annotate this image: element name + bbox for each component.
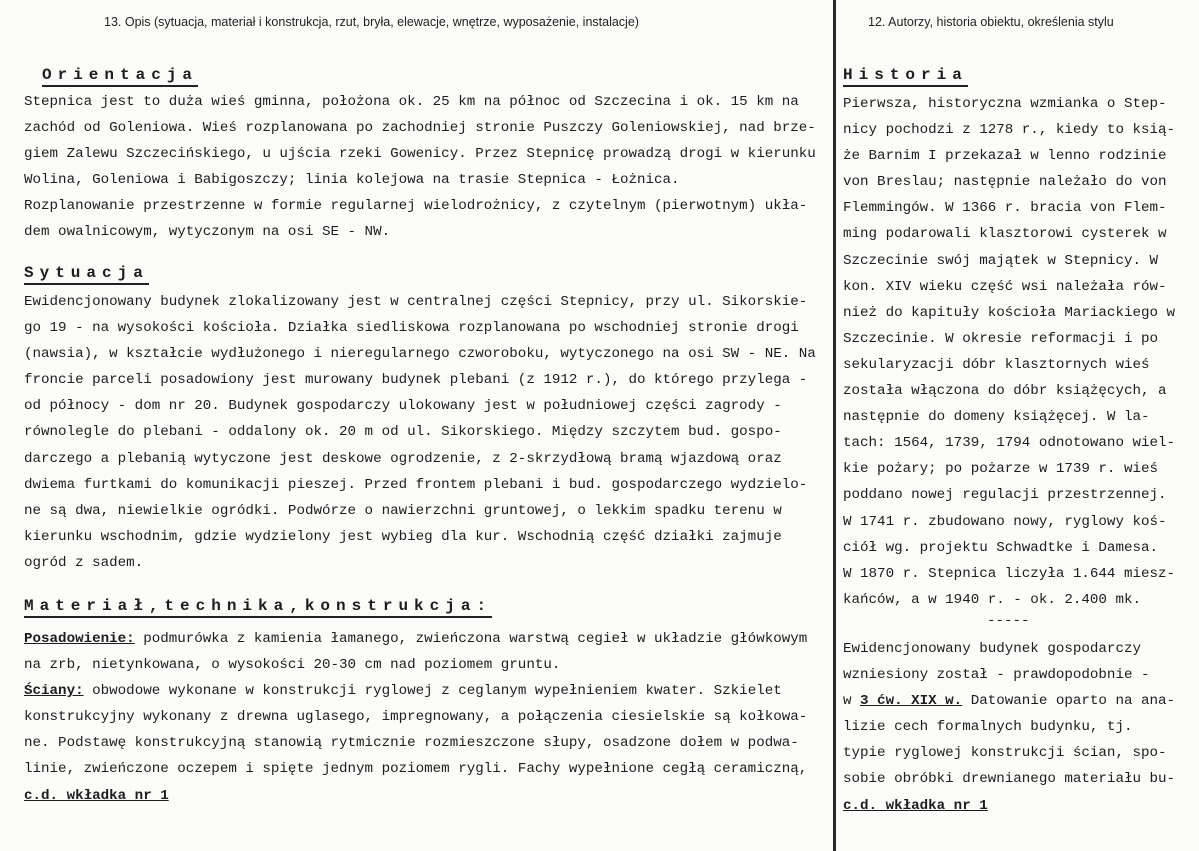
text-line: nież do kapituły kościoła Mariackiego w [843, 304, 1176, 321]
left-column-header: 13. Opis (sytuacja, materiał i konstrukcja, rzut, bryła, elewacje, wnętrze, wyposażenie, instalacje) [104, 15, 639, 29]
text-line [24, 783, 807, 809]
heading-sytuacja: Sytuacja [24, 264, 149, 285]
text-line: linie, zwieńczone oczepem i spięte jednym poziomem rygli. Fachy wypełnione cegłą ceramiczną, [24, 761, 808, 778]
text-line: darczego a plebanią wytyczone jest deskowe ogrodzenie, z 2-skrzydłową bramą wjazdową oraz [24, 450, 782, 467]
text-line: Stepnica jest to duża wieś gminna, położona ok. 25 km na północ od Szczecina i ok. 15 km na [24, 94, 799, 110]
heading-historia: Historia [843, 66, 968, 87]
text-line: wzniesiony został - prawdopodobnie - [843, 667, 1150, 684]
text-line: lizie cech formalnych budynku, tj. [843, 719, 1133, 736]
text-line: sekularyzacji dóbr klasztornych wieś [843, 356, 1150, 373]
sytuacja-text [24, 289, 816, 576]
text-line: Rozplanowanie przestrzenne w formie regularnej wielodrożnicy, z czytelnym (pierwotnym) ukła- [24, 198, 808, 215]
heading-orientacja: Orientacja [42, 66, 198, 87]
text-line: zachód od Goleniowa. Wieś rozplanowana po zachodniej stronie Puszczy Goleniowskiej, nad brze- [24, 120, 816, 137]
text-line: Ewidencjonowany budynek zlokalizowany jest w centralnej części Stepnicy, przy ul. Sikorskie- [24, 294, 808, 310]
text-line: W 1870 r. Stepnica liczyła 1.644 miesz- [843, 565, 1176, 582]
text-line: Ewidencjonowany budynek gospodarczy [843, 641, 1141, 657]
historia-text [843, 91, 1175, 613]
continuation-note: c.d. wkładka nr 1 [24, 787, 169, 804]
text-line: W 1741 r. zbudowano nowy, ryglowy koś- [843, 513, 1167, 530]
text-line: ciół wg. projektu Schwadtke i Damesa. [843, 539, 1159, 556]
text-line: została włączona do dóbr książęcych, a [843, 383, 1167, 400]
text-line: von Breslau; następnie należało do von [843, 174, 1167, 191]
text-line: giem Zalewu Szczecińskiego, u ujścia rzeki Gowenicy. Przez Stepnicę prowadzą drogi w kierunku [24, 146, 816, 163]
text-line: kańców, a w 1940 r. - ok. 2.400 mk. [843, 591, 1141, 608]
text-line [24, 626, 807, 652]
text-line: Pierwsza, historyczna wzmianka o Step- [843, 96, 1167, 112]
sciany-label: Ściany: [24, 683, 84, 700]
text-line [843, 688, 1175, 714]
text-line: dem owalnicowym, wytyczonym na osi SE - NW. [24, 224, 391, 241]
text-line: na zrb, nietynkowana, o wysokości 20-30 cm nad poziomem gruntu. [24, 657, 561, 674]
text-line: ming podarowali klasztorowi cysterek w [843, 226, 1167, 243]
text-line: dwiema furtkami do komunikacji pieszej. Przed frontem plebani i bud. gospodarczego wydzielo- [24, 476, 808, 493]
text-line: ogród z sadem. [24, 554, 144, 571]
text-line: go 19 - na wysokości kościoła. Działka siedliskowa rozplanowana po wschodniej stronie drogi [24, 320, 799, 337]
text-line: Wolina, Goleniowa i Babigoszczy; linia kolejowa na trasie Stepnica - Łożnica. [24, 172, 680, 189]
text-segment: podmurówka z kamienia łamanego, zwieńczona warstwą cegieł w układzie główkowym [134, 631, 808, 647]
posadowienie-label: Posadowienie: [24, 631, 135, 647]
heading-material: Materiał,technika,konstrukcja: [24, 597, 492, 618]
text-line: typie ryglowej konstrukcji ścian, spo- [843, 745, 1167, 762]
dating-period: 3 ćw. XIX w. [860, 693, 963, 710]
text-line: kie pożary; po pożarze w 1739 r. wieś [843, 461, 1159, 478]
text-line [24, 678, 807, 704]
text-line: kon. XIV wieku część wsi należała rów- [843, 278, 1167, 295]
material-text [24, 626, 807, 809]
orientacja-text [24, 89, 816, 246]
text-segment: obwodowe wykonane w konstrukcji ryglowej z ceglanym wypełnieniem kwater. Szkielet [83, 683, 782, 700]
text-line: Flemmingów. W 1366 r. bracia von Flem- [843, 200, 1167, 217]
separator-dashes: ----- [987, 613, 1030, 629]
text-segment: Datowanie oparto na ana- [962, 693, 1176, 710]
text-line: poddano nowej regulacji przestrzennej. [843, 487, 1167, 504]
text-line: ne. Podstawę konstrukcyjną stanowią rytmicznie rozmieszczone słupy, osadzone dołem w podwa- [24, 735, 799, 752]
text-line: tach: 1564, 1739, 1794 odnotowano wiel- [843, 435, 1176, 452]
text-line: następnie do domeny książęcej. W la- [843, 409, 1150, 426]
text-line: równolegle do plebani - oddalony ok. 20 m od ul. Sikorskiego. Między szczytem bud. gospo- [24, 424, 782, 441]
continuation-note: c.d. wkładka nr 1 [843, 797, 988, 814]
right-column-header: 12. Autorzy, historia obiektu, określenia stylu [868, 15, 1114, 29]
text-line: Szczecinie swój majątek w Stepnicy. W [843, 252, 1159, 269]
text-segment: w [843, 693, 861, 710]
text-line: kierunku wschodnim, gdzie wydzielony jest wybieg dla kur. Wschodnią część działki zajmuje [24, 528, 782, 545]
text-line: (nawsia), w kształcie wydłużonego i nieregularnego czworoboku, wytyczonego na osi SW - NE. Na [24, 346, 816, 363]
column-divider [833, 0, 836, 851]
text-line: od północy - dom nr 20. Budynek gospodarczy ulokowany jest w południowej części zagrody - [24, 398, 782, 415]
text-line: konstrukcyjny wykonany z drewna uglasego, impregnowany, a połączenia ciesielskie są kołkowa- [24, 709, 808, 726]
text-line: froncie parceli posadowiony jest murowany budynek plebani (z 1912 r.), do którego przylega - [24, 372, 808, 389]
text-line: sobie obróbki drewnianego materiału bu- [843, 771, 1176, 788]
text-line: że Barnim I przekazał w lenno rodzinie [843, 148, 1167, 165]
text-line [843, 793, 1175, 819]
dating-text [843, 636, 1175, 819]
text-line: nicy pochodzi z 1278 r., kiedy to ksią- [843, 122, 1176, 139]
text-line: Szczecinie. W okresie reformacji i po [843, 330, 1159, 347]
text-line: ne są dwa, niewielkie ogródki. Podwórze o nawierzchni gruntowej, o lekkim spadku terenu w [24, 502, 782, 519]
